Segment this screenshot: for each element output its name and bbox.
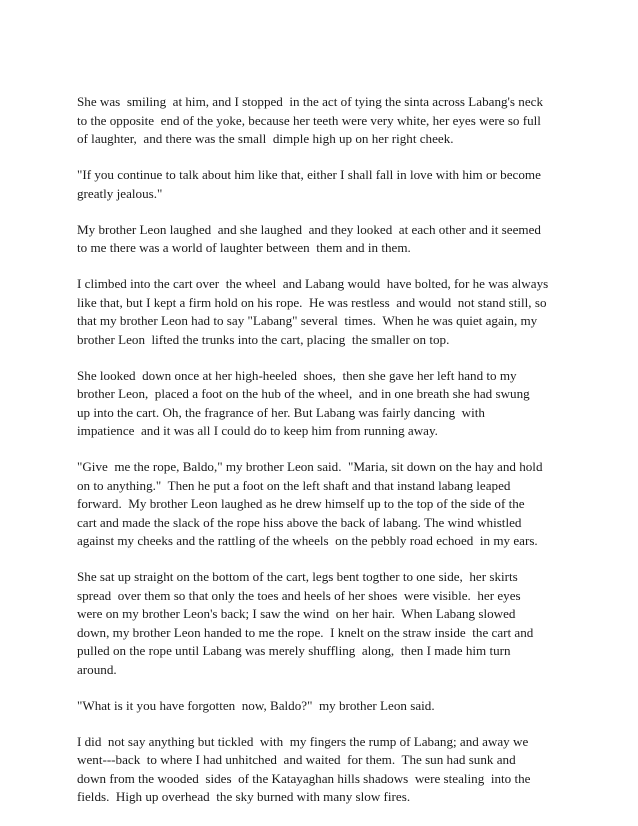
- text-line: "What is it you have forgotten now, Baldo?" my brother Leon said.: [77, 697, 435, 713]
- text-line: I climbed into the cart over the wheel and Labang would have bolted, for he was always: [77, 276, 549, 291]
- text-line: like that, but I kept a firm hold on his rope. He was restless and would not stand still, so: [77, 294, 547, 310]
- text-line: She was smiling at him, and I stopped in the act of tying the sinta across Labang's neck: [77, 94, 543, 109]
- text-line: to me there was a world of laughter between them and in them.: [77, 240, 411, 255]
- text-line: of laughter, and there was the small dimple high up on her right cheek.: [77, 131, 454, 146]
- text-line: down from the wooded sides of the Katayaghan hills shadows were stealing into the: [77, 770, 531, 786]
- text-line: brother Leon lifted the trunks into the cart, placing the smaller on top.: [77, 331, 450, 347]
- text-line: to the opposite end of the yoke, because her teeth were very white, her eyes were so full: [77, 112, 541, 128]
- text-line: forward. My brother Leon laughed as he drew himself up to the top of the side of the: [77, 496, 525, 511]
- text-line: around.: [77, 661, 117, 677]
- paragraph: [77, 568, 567, 679]
- text-line: up into the cart. Oh, the fragrance of her. But Labang was fairly dancing with: [77, 404, 485, 420]
- paragraph: [77, 367, 567, 441]
- text-line: greatly jealous.": [77, 185, 163, 201]
- text-line: I did not say anything but tickled with my fingers the rump of Labang; and away we: [77, 733, 529, 749]
- paragraph: [77, 458, 567, 551]
- text-line: pulled on the rope until Labang was merely shuffling along, then I made him turn: [77, 643, 511, 658]
- text-line: My brother Leon laughed and she laughed and they looked at each other and it seemed: [77, 221, 541, 237]
- text-line: "If you continue to talk about him like that, either I shall fall in love with him or become: [77, 167, 541, 182]
- text-line: cart and made the slack of the rope hiss above the back of labang. The wind whistled: [77, 514, 522, 530]
- text-line: fields. High up overhead the sky burned with many slow fires.: [77, 789, 411, 804]
- text-line: She looked down once at her high-heeled shoes, then she gave her left hand to my: [77, 367, 517, 383]
- text-line: spread over them so that only the toes and heels of her shoes were visible. her eyes: [77, 587, 521, 603]
- document-page: [77, 93, 567, 824]
- text-line: impatience and it was all I could do to keep him from running away.: [77, 423, 438, 438]
- text-line: brother Leon, placed a foot on the hub of the wheel, and in one breath she had swung: [77, 386, 530, 401]
- paragraph: [77, 275, 567, 349]
- paragraph: [77, 733, 567, 807]
- paragraph: [77, 221, 567, 258]
- paragraph: [77, 93, 567, 149]
- text-line: went---back to where I had unhitched and waited for them. The sun had sunk and: [77, 752, 516, 767]
- paragraph: [77, 697, 567, 716]
- text-line: on to anything." Then he put a foot on the left shaft and that instand labang leaped: [77, 477, 511, 493]
- text-line: against my cheeks and the rattling of the wheels on the pebbly road echoed in my ears.: [77, 533, 538, 548]
- text-line: down, my brother Leon handed to me the rope. I knelt on the straw inside the cart and: [77, 624, 534, 640]
- paragraph: [77, 166, 567, 203]
- text-line: were on my brother Leon's back; I saw the wind on her hair. When Labang slowed: [77, 606, 516, 621]
- text-line: "Give me the rope, Baldo," my brother Leon said. "Maria, sit down on the hay and hold: [77, 459, 543, 474]
- text-line: that my brother Leon had to say "Labang" several times. When he was quiet again, my: [77, 313, 538, 328]
- text-line: She sat up straight on the bottom of the cart, legs bent togther to one side, her skirts: [77, 569, 518, 584]
